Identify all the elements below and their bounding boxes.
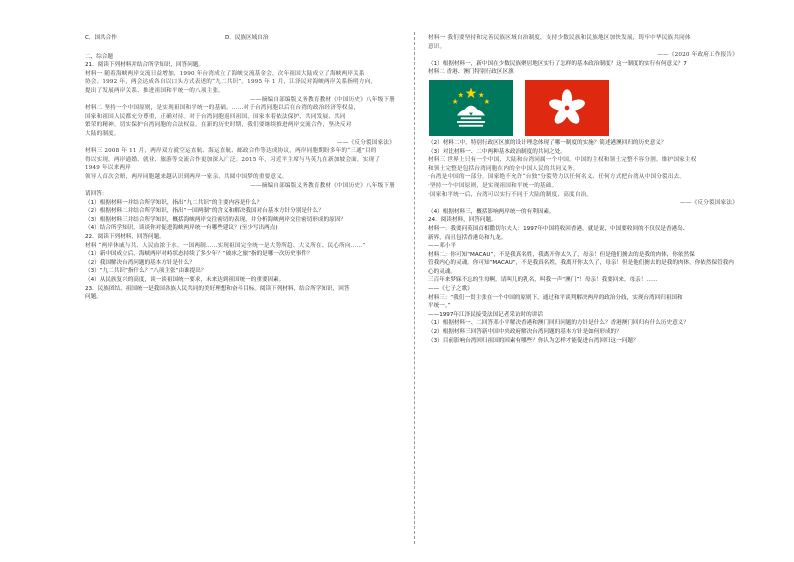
macau-flag-image — [428, 80, 514, 136]
flags-row — [428, 80, 738, 136]
q21-subquestion: （2）根据材料二并结合所学知识，指出“一国两制”的含义和解决我国对台基本方针分别是什么？ — [85, 208, 324, 215]
answer-prompt: 请回答： — [85, 191, 108, 198]
macau-bridge — [461, 117, 482, 119]
q23-material-3-bullet: ·台湾是中国的一部分。国家绝不允许“台独”分裂势力以任何名义、任何方式把台湾从中国分裂出去。 — [428, 174, 686, 181]
q22-material: 材料 “两岸休戚与共、人民血浓于水。一国两制……实现祖国完全统一是大势所趋、大义所在、民心所向……” — [85, 242, 366, 249]
q21-subquestion: （4）结合所学知识，谈谈你对促进海峡两岸统一有哪些建议？(至少写出两点) — [85, 225, 278, 232]
q22-subquestion: （3）“九二共识”指什么？“八项主张”由谁提出？ — [85, 268, 207, 275]
q24-subquestion: （1）根据材料一、二回答邓小平解决香港和澳门回归问题的方针是什么？香港澳门回归有什么历史意义？ — [428, 320, 689, 327]
q24-source-2: ——《七子之歌》 — [428, 286, 473, 293]
q22-subquestion: （1）新中国成立后，海峡两岸对峙状态持续了多少年？“破冰之旅”指的是哪一次历史事件？ — [85, 251, 313, 258]
q24-source-1: ——邓小平 — [428, 243, 456, 250]
q21-material-2-line: 国家和祖国人民都充分尊重，正确对待。对于台湾同胞返回祖国，国家本着依法保护、共同发展、共同 — [85, 113, 346, 120]
q21-source-3: ——摘编自部编版义务教育教材《中国历史》八年级下册 — [250, 182, 395, 189]
q23-material-3-line: 和领土完整是包括台湾同胞在内的全中国人民的共同义务。 — [428, 165, 579, 172]
macau-water-line — [459, 125, 483, 127]
q21-subquestion: （1）根据材料一并结合所学知识，指出“九二共识”的主要内容是什么？ — [85, 199, 263, 206]
q22-subquestion: （4）从民族复兴的高度，谈一谈祖国统一要求，未来达到祖国统一的重要因素。 — [85, 277, 285, 284]
q24-source-3: ——1997年江泽民接受法国记者采访时的讲话 — [428, 311, 543, 318]
question-24: 24．阅读材料，回答问题。 — [428, 217, 497, 224]
q23-material-3-bullet: ·国家和平统一后，台湾可以实行不同于大陆的制度，高度自治。 — [428, 191, 593, 198]
hongkong-flag-center — [565, 106, 570, 111]
q24-material-3-line: 平统一。” — [428, 303, 451, 310]
q23-subquestion: （2）材料二中，特别行政区区旗的设计理念体现了哪一制度的实施？简述港澳回归的历史意义？ — [428, 139, 667, 146]
right-column — [428, 34, 738, 345]
q21-material-3-line: 得以实现。两岸通婚、就业、旅游等交流合作更加深入广泛。2015 年，习近平主席与马英九在新加坡会面，实现了 1949 年以来两岸 — [85, 156, 381, 172]
option-c: C．国共合作 — [85, 35, 117, 41]
q23-source-3: ——《反分裂国家法》 — [680, 200, 738, 207]
q22-subquestion: （2）我国解决台湾问题的基本方针是什么？ — [85, 259, 195, 266]
q24-material-2-line: 管我内心的灵魂。你可知“MACAU”，不是我真名姓，我离开你太久了，母亲！但是他们掳去的是我的肉体，你依然保管我内心的灵魂。 — [428, 260, 734, 275]
q23-subquestion: （3）对比材料一、二中两种基本政治制度的共同之处。 — [428, 148, 566, 155]
question-23: 23．民族团结、祖国统一是我国各族人民共同的美好理想和奋斗目标。阅读下列材料，结合所学知识，回答 — [85, 285, 350, 292]
left-column — [85, 34, 395, 302]
column-divider — [414, 32, 415, 544]
q21-material-1-line: 协会。1992 年，两会达成各自以口头方式表述的“九二共识”。1995 年 1 月，江泽民对海峡两岸关系指明方向， — [85, 79, 377, 86]
q23-material-1-line: 材料一 我们要坚持和完善民族区域自治制度，支持少数民族和民族地区加快发展，铸牢中华民族共同体 — [428, 35, 691, 41]
q23-material-1-line: 意识。 — [428, 43, 446, 50]
q21-material-2-line: 繁荣的精神，切实保护台湾同胞的合法权益。在新的历史时期，我们要继续推进两岸交流合作，坚决反对 — [85, 122, 352, 129]
q23-source-1: ——《2020 年政府工作报告》 — [657, 52, 738, 59]
hongkong-flag-image — [524, 80, 610, 136]
q24-material-1-line: 材料一：我要问英国首相撒切尔夫人：1997年中国将收回香港，就是说，中国要收回的不仅仅是香港岛、 — [428, 225, 689, 232]
macau-water-line — [457, 121, 485, 123]
q21-material-1-line: 材料一 随着海峡两岸交流日益增加，1990 年台湾成立了海峡交流基金会，次年祖国大陆成立了海峡两岸关系 — [85, 70, 365, 77]
option-d: D．民族区域自治 — [225, 35, 269, 41]
q23-subquestion: （1）根据材料一，新中国在少数民族聚居地区实行了怎样的基本政治制度？这一制度的实行有何意义？7 — [428, 60, 687, 67]
q24-subquestion: （2）根据材料三回答新中国中央政府解决台湾问题的基本方针是如何形成的？ — [428, 329, 622, 336]
q21-material-2-line: 材料二 坚持一个中国原则，是实现祖国和平统一的基础。……对于台湾同胞以后在台湾的政治经济等权益， — [85, 105, 360, 112]
section-heading: 二、综合题 — [85, 53, 113, 60]
q21-material-3-line: 材料三 2008 年 11 月，两岸双方就空运直航、海运直航、邮政合作等达成协议，两岸同胞期盼多年的“三通”目的 — [85, 148, 377, 155]
q21-material-1-line: 提出了发展两岸关系、推进祖国和平统一的八项主张。 — [85, 87, 225, 94]
q24-material-2-line: 材料二：你可知“MACAU”，不是我真名姓，我离开你太久了，母亲！但是他们掳去的是我的肉体，你依然保 — [428, 251, 695, 258]
q21-source-1: ——摘编自部编版义务教育教材《中国历史》八年级下册 — [250, 96, 395, 103]
q21-source-2: ——《反分裂国家法》 — [337, 139, 395, 146]
q23-material-3-bullet: ·坚持一个中国原则，是实现祖国和平统一的基础。 — [428, 182, 558, 189]
q24-material-1-line: 新界，而且包括香港岛和九龙。 — [428, 234, 507, 241]
q21-material-3-line: 领导人首次会晤，两岸同胞越来越认识到两岸一家亲、共圆中国梦的重要意义。 — [85, 173, 288, 180]
q21-material-2-line: 大陆的制度。 — [85, 130, 120, 137]
q21-subquestion: （3）根据材料三并结合所学知识，概括海峡两岸交往密切的表现，并分析海峡两岸交往密切形成的原因？ — [85, 216, 346, 223]
q24-subquestion: （3）目前影响台湾回归祖国的因素有哪些？你认为怎样才能促进台湾回归这一问题？ — [428, 337, 639, 344]
q23-subquestion: （4）根据材料三，概括影响两岸统一的有利因素。 — [428, 208, 555, 215]
q24-material-2-line: 三百年来梦寐不忘的生母啊，请叫儿的乳名，叫我一声“澳门”！母亲！我要回来，母亲！…… — [428, 277, 658, 284]
q23-material-2-title: 材料二 香港、澳门特别行政区区旗 — [428, 69, 514, 76]
question-23-cont: 问题。 — [85, 294, 102, 301]
q23-material-3-line: 材料三 世界上只有一个中国，大陆和台湾同属一个中国，中国的主权和领土完整不容分割。维护国家主权 — [428, 157, 697, 164]
q24-material-3-line: 材料三：“我们一贯主张在一个中国的原则下，通过和平谈判解决两岸的政治分歧，实现台湾回归祖国和 — [428, 294, 683, 301]
choice-options — [85, 34, 395, 43]
question-21: 21．阅读下列材料并结合所学知识，回答问题。 — [85, 62, 204, 69]
question-22: 22．阅读下列材料，回答问题。 — [85, 234, 165, 241]
